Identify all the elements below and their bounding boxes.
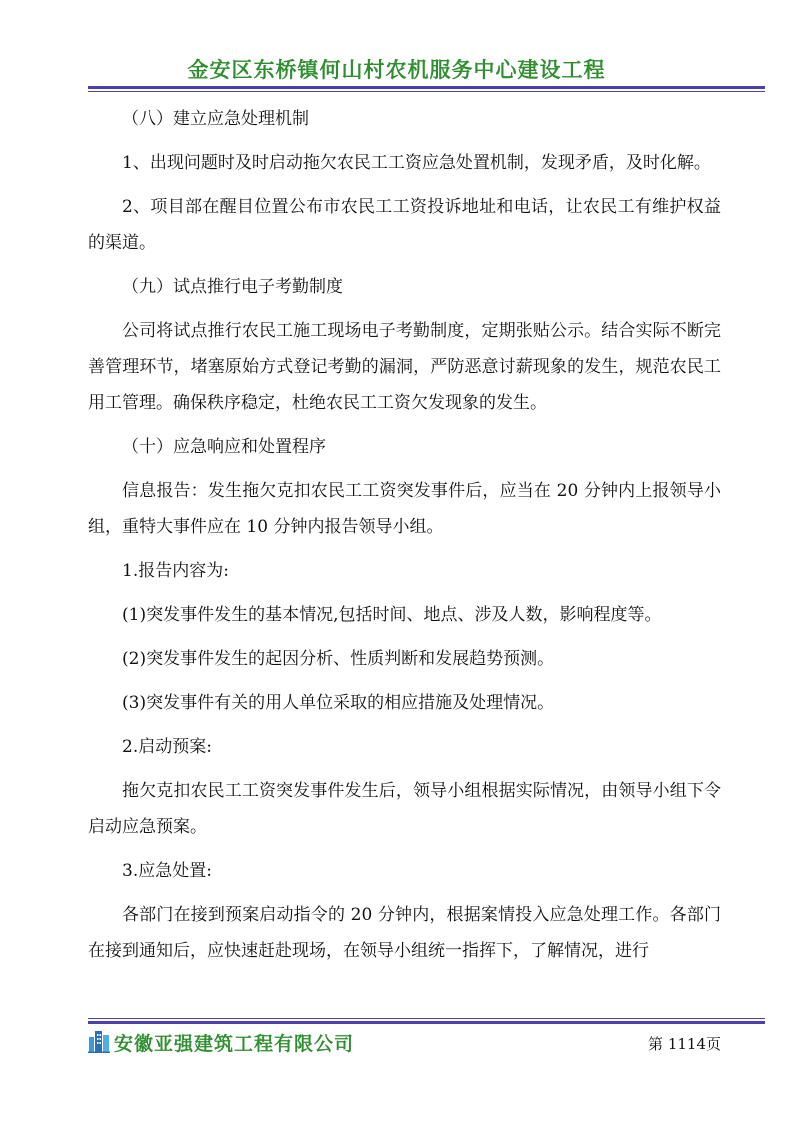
- paragraph: 1、出现问题时及时启动拖欠农民工工资应急处置机制，发现矛盾，及时化解。: [122, 153, 711, 173]
- page-number: 第 1114页: [648, 1035, 721, 1053]
- paragraph: 3.应急处置:: [122, 861, 212, 881]
- paragraph: (3)突发事件有关的用人单位采取的相应措施及处理情况。: [122, 693, 555, 713]
- paragraph: 2.启动预案:: [122, 737, 212, 757]
- paragraph: (2)突发事件发生的起因分析、性质判断和发展趋势预测。: [122, 649, 555, 669]
- company-name: 安徽亚强建筑工程有限公司: [114, 1033, 355, 1055]
- paragraph: (1)突发事件发生的基本情况,包括时间、地点、涉及人数，影响程度等。: [122, 605, 662, 625]
- paragraph: （八）建立应急处理机制: [122, 109, 309, 129]
- header-rule: [88, 86, 765, 92]
- paragraph: 信息报告：发生拖欠克扣农民工工资突发事件后，应当在 20 分钟内上报领导小组，重特大事件应在 10 分钟内报告领导小组。: [88, 481, 721, 537]
- paragraph: 2、项目部在醒目位置公布市农民工工资投诉地址和电话，让农民工有维护权益的渠道。: [88, 197, 721, 253]
- paragraph: 各部门在接到预案启动指令的 20 分钟内，根据案情投入应急处理工作。各部门在接到通知后，应快速赶赴现场，在领导小组统一指挥下，了解情况，进行: [88, 905, 721, 961]
- paragraph: 拖欠克扣农民工工资突发事件发生后，领导小组根据实际情况，由领导小组下令启动应急预案。: [88, 781, 721, 837]
- document-body: [88, 101, 721, 977]
- paragraph: 公司将试点推行农民工施工现场电子考勤制度，定期张贴公示。结合实际不断完善管理环节，堵塞原始方式登记考勤的漏洞，严防恶意讨薪现象的发生，规范农民工用工管理。确保秩序稳定，杜绝农民工工资欠发现象的发生。: [88, 321, 721, 413]
- paragraph: 1.报告内容为:: [122, 561, 229, 581]
- page-footer: [88, 1027, 721, 1061]
- building-logo-icon: [88, 1029, 110, 1053]
- footer-rule: [88, 1018, 765, 1024]
- header-title: 金安区东桥镇何山村农机服务中心建设工程: [187, 58, 606, 82]
- paragraph: （九）试点推行电子考勤制度: [122, 277, 343, 297]
- paragraph: （十）应急响应和处置程序: [122, 437, 326, 457]
